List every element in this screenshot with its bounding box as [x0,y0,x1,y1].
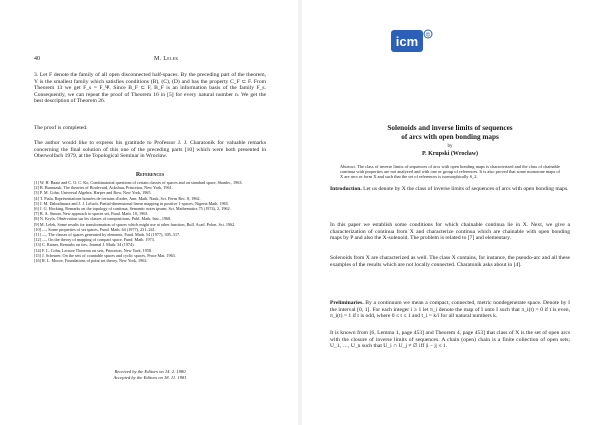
by-label: by [447,144,453,149]
intro-text: Let us denote by X the class of inverse limits of sequences of arcs with open bonding maps. [363,186,569,192]
reference-item: [14] F. L. Cohn, Lecture Theorem on sets, Princeton, New York, 1958. [34,247,153,253]
prelim-label: Preliminaries. [330,300,364,306]
prelim-text: By a continuum we mean a compact, connected, metric nondegenerate space. Denote by I the interval [0, 1]. For each integer i ≥ 1 let π_i denote the map of I onto I such that π_i(t) = 0 if t is even, π_i(t) = 1 if t is odd, where 0 ≤ t ≤ 1 and t_i = k/i for all natural numbers k. [330,300,570,320]
reference-item: [12] —, On the theory of mapping of compact space, Fund. Math. 1973. [34,237,155,243]
page-number: 40 [34,56,40,62]
left-page [0,0,298,425]
acknowledgement: The author would like to express his gratitude to Professor J. J. Charatonik for valuable remarks concerning the final solution of this one of the preceding parts [10] which were both presented in Oberwolfach 1979, at the Topological Seminar in Wrocław. [34,140,266,160]
reference-item: [11] —, The classes of spaces generated by elements, Fund. Math. 54 (1977), 305–317. [34,232,181,238]
paragraph-2: In this paper we establish some conditions for which chainable continua lie in X. Next, we give a characterization of continua from X and characterize continua which are chainable with open bonding maps by P and also the X-solenoid. The problem is related to [7] and elementary. [330,222,570,242]
reference-item: [8] N. Kryla, Obsérvation sur les classes of compositions, Publ. Math. Inst., 1968. [34,216,172,222]
running-head-author: M. Lelek [154,56,179,62]
svg-text:©: © [425,32,431,39]
proof-end: The proof is completed. [34,125,88,131]
abstract-text: The class of inverse limits of sequences of arcs with open bonding maps is characterized and the class of chainable continua with properties are not analyzed and with one or group of references. It is also proved that some monotone maps of X are arcs or form X and such that the set of references is isomorphically S_2. [340,164,560,180]
revised-date: Accepted by the Editors on 18. 11. 1981 [113,375,187,380]
abstract-label: Abstract. [340,164,356,169]
paper-title [330,124,570,141]
reference-item: [1] W. H. Baatz and C. O. C. Ko, Combinatorial questions of certain classes of spaces and on standard space, Shankv., 1963. [34,180,243,185]
reference-list [34,180,266,263]
intro-label: Introduction. [330,186,362,192]
paragraph-3: Solenoids from X are characterized as well. The class X contains, for instance, the pseudo-arc and all these examples of the results which are not locally connected. Charatonik asks about in [4]. [330,255,570,268]
title-line-2: of arcs with open bonding maps [401,132,499,141]
abstract [340,164,560,180]
reference-item: [15] J. Scheurer, On the sets of countable spaces and cyclic spaces, Prace Mat. 1963. [34,252,176,258]
reference-item: [3] P. M. Cohn, Universal Algebra, Harper and Row, New York, 1965. [34,190,152,196]
reference-item: [9] M. Lelek, Some results for transformation of spaces which might use at other function, Bull. Acad. Polon. Sci. 1962. [34,221,236,227]
paragraph-5: It is known from [6, Lemma 1, page 453] and Theorem 4, page 453] that class of X is the set of open arcs with the closure of inverse limits of sequences. A chain (open) chain is a finite collection of open sets; U_1, …, U_n such that U_i ∩ U_j ≠ ∅ iff |i − j| ≤ 1. [330,330,570,350]
icm-logo-icon [390,28,434,54]
reference-item: [7] B. A. Simon, New approach to spaces set, Fund. Math. 10, 1963. [34,211,149,217]
author-name: P. Krupski (Wrocław) [421,151,479,157]
logo-text: icm [395,34,419,49]
preliminaries [330,300,570,320]
reference-item: [16] R. L. Moore, Foundations of point set theory, New York, 1962. [34,258,148,264]
reference-item: [5] J. M. Dahodimura and J. J. Leluch, Partial-dimensional linear mapping in positive 1-spaces, Nigeria Math. 1965. [34,200,229,206]
reference-item: [4] T. Fiala, Représentations bornées de certains d'ordre, Ann. Math. Nauk, Sci. Ferns Rec. 8, 1962. [34,195,201,201]
right-page [302,0,600,425]
reference-item: [13] C. Rainer, Remarks on ties, Journal J. Math. 34 (1974). [34,242,135,248]
paragraph-1: 3. Let F denote the family of all open disconnected half-spaces. By the preceding part of the theorem, Y is the smallest family which satisfies conditions (B), (C), (D) and has the property C_F ⊂ F. From Theorem 13 we get F_s = F_Ψ. Since B_F ⊂ F, B_F is an information basis of the family F_s. Consequently, we can repeat the proof of Theorem 16 in [5] for every natural number n. We get the best description of Theorem 26. [34,72,266,105]
introduction [330,186,570,193]
references-heading: References [135,172,165,178]
reference-item: [2] B. Bunaszuk, The theories of Boulevard, Ackshuu, Princeton, New York, 1961. [34,185,173,191]
reference-item: [10] —, Some properties of set spaces, Fund. Math. 64 (1977), 231–241. [34,226,156,232]
received-date: Received by the Editors on 14. 2. 1980 [114,369,186,374]
received-dates [34,369,266,381]
title-line-1: Solenoids and inverse limits of sequences [387,124,513,132]
reference-item: [6] J. G. Hocking, Remarks on the topology of continua, Semantic notes ipsum, Sci. Mathematics 75 (1974), 2, 1962. [34,206,231,212]
